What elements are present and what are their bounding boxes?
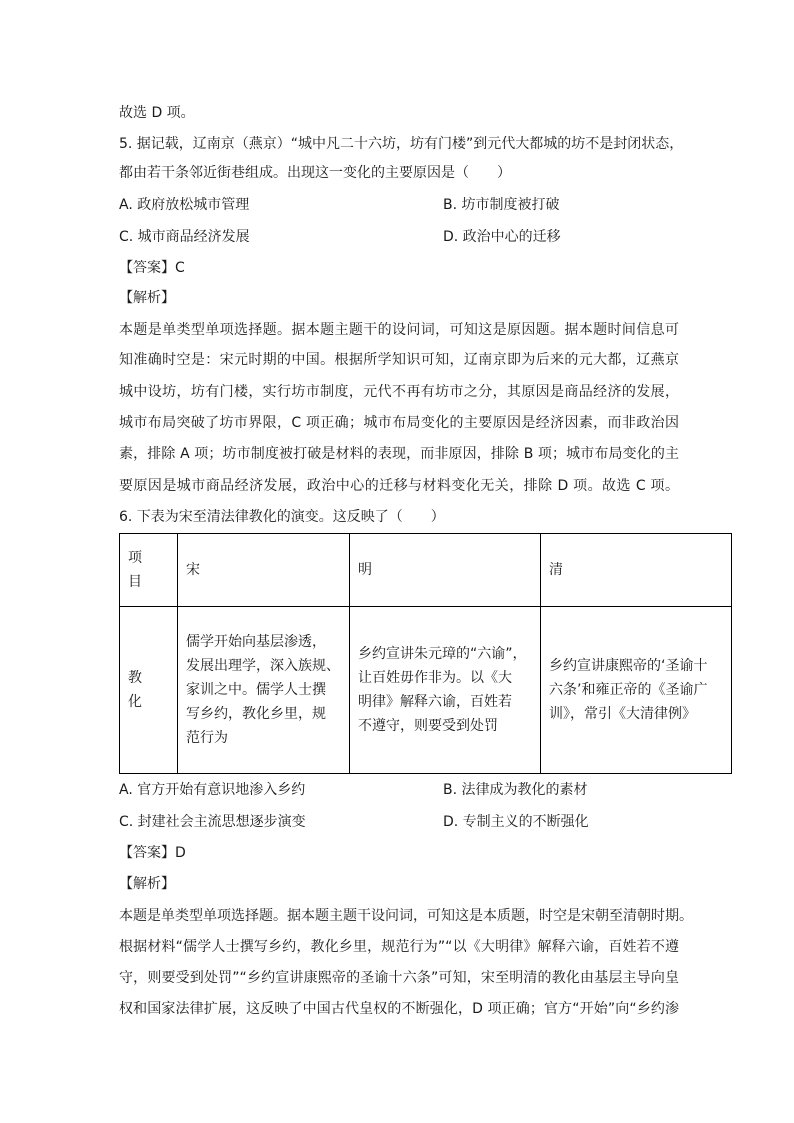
- table-header-cell: [178, 534, 350, 607]
- q5-option-d: D. 政治中心的迁移: [443, 229, 561, 245]
- cell-text-line: 六条’和雍正帝的《圣谕广: [549, 682, 708, 698]
- q5-analysis-line: 城市布局突破了坊市界限，C 项正确；城市布局变化的主要原因是经济因素，而非政治因: [119, 415, 679, 431]
- cell-text-line: 化: [128, 694, 142, 710]
- cell-text-line: 宋: [186, 562, 200, 578]
- cell-text-line: 家训之中。儒学人士撰: [186, 682, 326, 698]
- cell-text-line: 发展出理学，深入族规、: [186, 658, 340, 674]
- q5-analysis-line: 城中设坊，坊有门楼，实行坊市制度，元代不再有坊市之分，其原因是商品经济的发展，: [119, 384, 679, 400]
- q6-analysis-line: 本题是单类型单项选择题。据本题主题干设问词，可知这是本质题，时空是宋朝至清朝时期。: [119, 908, 693, 924]
- q6-analysis-line: 守，则要受到处罚”“乡约宣讲康熙帝的圣谕十六条”可知，宋至明清的教化由基层主导向皇: [119, 970, 679, 986]
- table-cell: [120, 607, 178, 774]
- table-header-cell: [120, 534, 178, 607]
- q5-analysis-line: 本题是单类型单项选择题。据本题主题干的设问词，可知这是原因题。据本题时间信息可: [119, 322, 679, 338]
- q6-stem: 6. 下表为宋至清法律教化的演变。这反映了（ ）: [119, 509, 445, 525]
- q6-option-c: C. 封建社会主流思想逐步演变: [119, 814, 306, 830]
- cell-text-line: 乡约宣讲康熙帝的‘圣谕十: [549, 658, 708, 674]
- cell-text-line: 目: [128, 574, 142, 590]
- q5-analysis-line: 要原因是城市商品经济发展，政治中心的迁移与材料变化无关，排除 D 项。故选 C 项。: [119, 478, 679, 494]
- q5-stem-line-1: 5. 据记载，辽南京（燕京）“城中凡二十六坊，坊有门楼”到元代大都城的坊不是封闭状态，: [119, 136, 684, 152]
- cell-text-line: 乡约宣讲朱元璋的“六谕”，: [358, 646, 527, 662]
- q5-answer: 【答案】C: [119, 260, 185, 276]
- table-header-row: [120, 534, 732, 607]
- table-row: [120, 607, 732, 774]
- q5-option-a: A. 政府放松城市管理: [119, 197, 250, 213]
- previous-conclusion: 故选 D 项。: [119, 105, 195, 121]
- cell-text-line: 训》，常引《大清律例》: [549, 706, 696, 722]
- q6-analysis-title: 【解析】: [119, 876, 175, 892]
- cell-text-line: 不遵守，则要受到处罚: [358, 718, 498, 734]
- table-header-cell: [541, 534, 732, 607]
- cell-text-line: 写乡约，教化乡里，规: [186, 706, 326, 722]
- table-header-cell: [350, 534, 541, 607]
- cell-text-line: 项: [128, 550, 142, 566]
- cell-text-line: 儒学开始向基层渗透，: [186, 634, 326, 650]
- q6-option-b: B. 法律成为教化的素材: [443, 782, 588, 798]
- q5-analysis-line: 素，排除 A 项；坊市制度被打破是材料的表现，而非原因，排除 B 项；城市布局变化的主: [119, 446, 679, 462]
- cell-text-line: 明: [358, 562, 372, 578]
- q5-stem-line-2: 都由若干条邻近街巷组成。出现这一变化的主要原因是（ ）: [119, 165, 511, 181]
- cell-text-line: 清: [549, 562, 563, 578]
- q6-analysis-line: 权和国家法律扩展，这反映了中国古代皇权的不断强化，D 项正确；官方“开始”向“乡约渗: [119, 1001, 679, 1017]
- q5-analysis-line: 知准确时空是：宋元时期的中国。根据所学知识可知，辽南京即为后来的元大都，辽燕京: [119, 352, 679, 368]
- table-cell: [178, 607, 350, 774]
- cell-text-line: 让百姓毋作非为。以《大: [358, 670, 512, 686]
- cell-text-line: 教: [128, 670, 142, 686]
- q5-analysis-title: 【解析】: [119, 290, 175, 306]
- q5-option-c: C. 城市商品经济发展: [119, 229, 250, 245]
- q6-table: [119, 533, 732, 774]
- q5-option-b: B. 坊市制度被打破: [443, 197, 560, 213]
- q6-option-d: D. 专制主义的不断强化: [443, 814, 589, 830]
- q6-analysis-line: 根据材料“儒学人士撰写乡约，教化乡里，规范行为”“以《大明律》解释六谕，百姓若不遵: [119, 939, 679, 955]
- table-cell: [541, 607, 732, 774]
- table-cell: [350, 607, 541, 774]
- cell-text-line: 明律》解释六谕，百姓若: [358, 694, 512, 710]
- q6-option-a: A. 官方开始有意识地渗入乡约: [119, 782, 306, 798]
- cell-text-line: 范行为: [186, 730, 228, 746]
- q6-answer: 【答案】D: [119, 845, 186, 861]
